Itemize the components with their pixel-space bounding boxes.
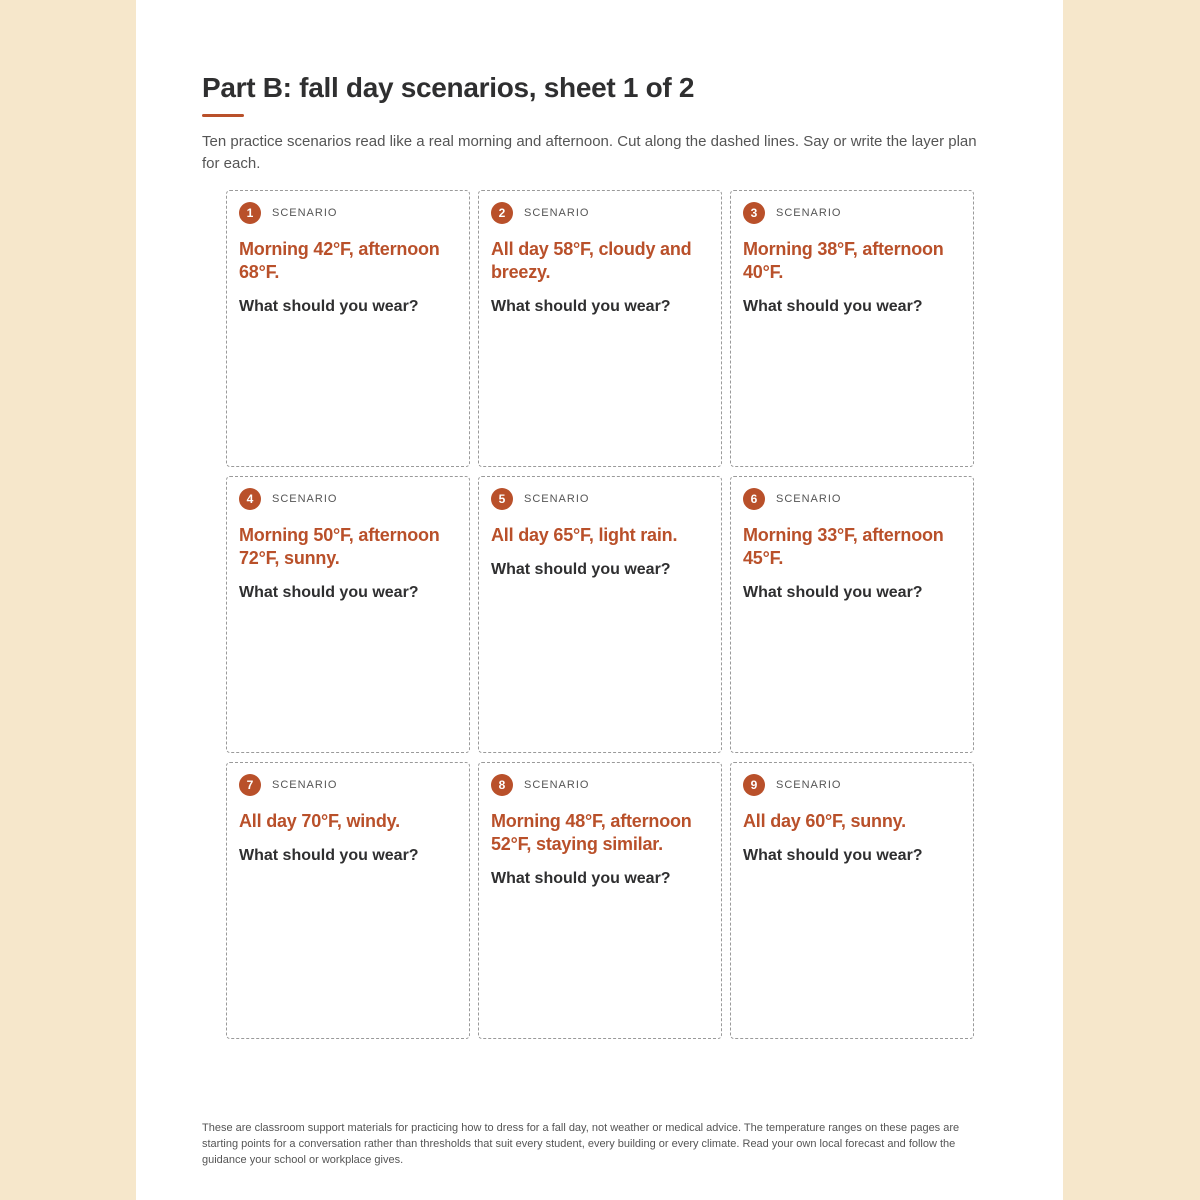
scenario-card-1 <box>226 190 470 467</box>
scenario-card-3 <box>730 190 974 467</box>
scenario-number-badge: 6 <box>743 488 765 510</box>
scenario-question: What should you wear? <box>743 847 923 864</box>
scenario-kicker: SCENARIO <box>272 779 338 791</box>
scenario-kicker: SCENARIO <box>524 207 590 219</box>
scenario-question: What should you wear? <box>491 561 671 578</box>
scenario-kicker: SCENARIO <box>272 493 338 505</box>
page-title: Part B: fall day scenarios, sheet 1 of 2 <box>202 72 695 103</box>
scenario-kicker: SCENARIO <box>272 207 338 219</box>
scenario-card-2 <box>478 190 722 467</box>
scenario-card-9 <box>730 762 974 1039</box>
scenario-card-4 <box>226 476 470 753</box>
scenario-conditions: All day 60°F, sunny. <box>743 811 906 831</box>
scenario-question: What should you wear? <box>239 584 419 601</box>
scenario-number-badge: 1 <box>239 202 261 224</box>
card-header <box>743 202 961 224</box>
card-header <box>491 488 709 510</box>
scenario-card-5 <box>478 476 722 753</box>
card-header <box>239 202 457 224</box>
scenario-number-badge: 4 <box>239 488 261 510</box>
scenario-kicker: SCENARIO <box>776 493 842 505</box>
scenario-kicker: SCENARIO <box>776 207 842 219</box>
card-header <box>239 488 457 510</box>
card-header <box>743 488 961 510</box>
scenario-number-badge: 3 <box>743 202 765 224</box>
scenario-conditions: Morning 48°F, afternoon 52°F, staying similar. <box>491 811 692 854</box>
scenario-kicker: SCENARIO <box>524 493 590 505</box>
scenario-question: What should you wear? <box>491 298 671 315</box>
card-header <box>491 202 709 224</box>
scenario-number-badge: 7 <box>239 774 261 796</box>
scenario-question: What should you wear? <box>239 847 419 864</box>
scenario-conditions: Morning 33°F, afternoon 45°F. <box>743 525 944 568</box>
scenario-conditions: Morning 42°F, afternoon 68°F. <box>239 239 440 282</box>
scenario-conditions: All day 70°F, windy. <box>239 811 400 831</box>
scenario-kicker: SCENARIO <box>524 779 590 791</box>
scenario-question: What should you wear? <box>743 298 923 315</box>
title-underline <box>202 114 244 117</box>
card-header <box>743 774 961 796</box>
card-header <box>491 774 709 796</box>
intro-text: Ten practice scenarios read like a real morning and afternoon. Cut along the dashed lines. Say or write the layer plan for each. <box>202 133 977 172</box>
disclaimer-note: These are classroom support materials for practicing how to dress for a fall day, not weather or medical advice. The temperature ranges on these pages are starting points for a conversation rather than thresholds that suit every student, every building or every climate. Read your own local forecast and follow the guidance your school or workplace gives. <box>202 1122 960 1166</box>
scenario-number-badge: 8 <box>491 774 513 796</box>
scenario-kicker: SCENARIO <box>776 779 842 791</box>
scenario-question: What should you wear? <box>743 584 923 601</box>
scenario-conditions: Morning 50°F, afternoon 72°F, sunny. <box>239 525 440 568</box>
scenario-number-badge: 5 <box>491 488 513 510</box>
scenario-question: What should you wear? <box>491 870 671 887</box>
card-header <box>239 774 457 796</box>
scenario-card-6 <box>730 476 974 753</box>
scenario-conditions: All day 65°F, light rain. <box>491 525 678 545</box>
scenario-conditions: Morning 38°F, afternoon 40°F. <box>743 239 944 282</box>
scenario-number-badge: 9 <box>743 774 765 796</box>
scenario-number-badge: 2 <box>491 202 513 224</box>
worksheet-page <box>136 0 1063 1200</box>
scenario-card-7 <box>226 762 470 1039</box>
scenario-question: What should you wear? <box>239 298 419 315</box>
scenario-card-8 <box>478 762 722 1039</box>
scenario-conditions: All day 58°F, cloudy and breezy. <box>491 239 692 282</box>
